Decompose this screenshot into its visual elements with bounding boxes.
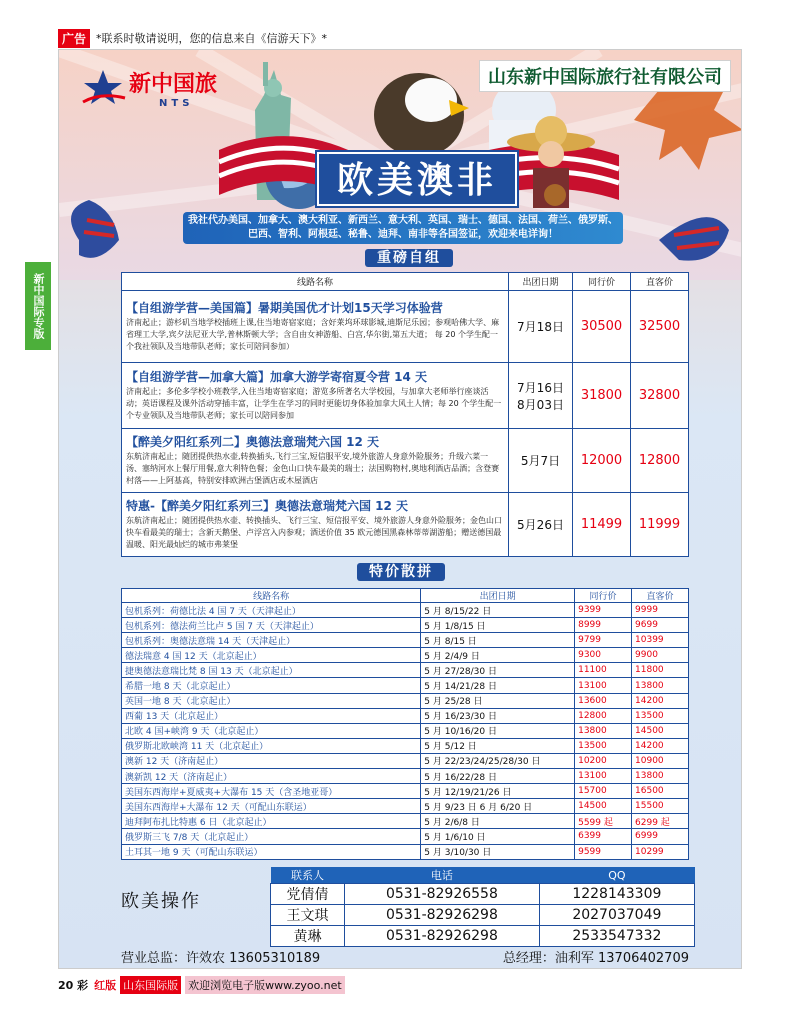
route-name: 希腊一地 8 天（北京起止） (122, 678, 421, 693)
departure-date: 5月26日 (509, 493, 573, 557)
departure-date: 5 月 8/15/22 日 (421, 603, 575, 618)
contact-phone: 0531-82926298 (345, 905, 540, 926)
table-header: 线路名称 (122, 589, 421, 603)
star-logo-icon (81, 64, 231, 110)
direct-price: 13800 (632, 769, 689, 784)
direct-price: 13800 (632, 678, 689, 693)
table-row (122, 429, 689, 493)
route-title: 特惠-【醉美夕阳红系列三】奥德法意瑞梵六国 12 天 (126, 499, 409, 513)
website-link[interactable]: 欢迎浏览电子版www.zyoo.net (185, 976, 345, 994)
edition-label: 红版 (94, 979, 117, 992)
direct-price: 11999 (631, 493, 689, 557)
peer-price: 10200 (575, 753, 632, 768)
route-name: 美国东西海岸+夏威夷+大瀑布 15 天（含圣地亚哥） (122, 784, 421, 799)
peer-price: 5599 起 (575, 814, 632, 829)
group-tours-table (121, 272, 689, 557)
page-footer (58, 976, 345, 994)
table-row (122, 769, 689, 784)
table-row (271, 926, 695, 947)
peer-price: 15700 (575, 784, 632, 799)
peer-price: 11100 (575, 663, 632, 678)
table-row (122, 753, 689, 768)
peer-price: 9599 (575, 844, 632, 859)
direct-price: 14200 (632, 738, 689, 753)
departure-date: 5 月 12/19/21/26 日 (421, 784, 575, 799)
peer-price: 13100 (575, 769, 632, 784)
direct-price: 10299 (632, 844, 689, 859)
route-name: 北欧 4 国+峡湾 9 天（北京起止） (122, 723, 421, 738)
contact-phone: 0531-82926298 (345, 926, 540, 947)
table-row (122, 363, 689, 429)
sales-director: 营业总监：许效农 13605310189 (121, 951, 321, 966)
departure-date: 5 月 8/15 日 (421, 633, 575, 648)
peer-price: 6399 (575, 829, 632, 844)
direct-price: 9900 (632, 648, 689, 663)
table-row (122, 291, 689, 363)
direct-price: 15500 (632, 799, 689, 814)
direct-price: 9999 (632, 603, 689, 618)
departure-date: 5 月 10/16/20 日 (421, 723, 575, 738)
route-desc: 济南起止；多伦多学校小班教学,入住当地寄宿家庭；游览多所著名大学校园，与加拿大老师举行座谈活动；英语课程及课外活动穿插丰富，让学生在学习的同时更能切身体验加拿大风土人情；每 20 个学生配一个专业领队及当地带队老师；家长可以陪同参加 (126, 387, 502, 420)
route-name: 捷奥德法意瑞比梵 8 国 13 天（北京起止） (122, 663, 421, 678)
page-number: 20 彩 (58, 979, 89, 992)
route-name: 西葡 13 天（北京起止） (122, 708, 421, 723)
peer-price: 9300 (575, 648, 632, 663)
logo-sub-text: NTS (159, 98, 194, 109)
table-header: 联系人 (271, 867, 345, 884)
table-header: 出团日期 (509, 273, 573, 291)
table-header: 线路名称 (122, 273, 509, 291)
contact-qq: 1228143309 (539, 884, 694, 905)
peer-price: 13500 (575, 738, 632, 753)
route-name: 包机系列：荷德比法 4 国 7 天（天津起止） (122, 603, 421, 618)
route-name: 英国一地 8 天（北京起止） (122, 693, 421, 708)
peer-price: 31800 (573, 363, 631, 429)
peer-price: 11499 (573, 493, 631, 557)
departure-date: 5 月 22/23/24/25/28/30 日 (421, 753, 575, 768)
route-name: 澳新凯 12 天（济南起止） (122, 769, 421, 784)
management-contacts (121, 947, 689, 966)
route-name: 俄罗斯三飞 7/8 天（北京起止） (122, 829, 421, 844)
route-desc: 济南起止；游杉矶当地学校插班上课,住当地寄宿家庭；含好莱坞环球影城,迪斯尼乐园；参观哈佛大学、麻省理工大学,宾夕法尼亚大学,普林斯顿大学；含自由女神游船、白宫,华尔街,第五大道； 每 20 个学生配一个我社领队及当地带队老师；家长可陪同参加） (126, 318, 500, 351)
direct-price: 6299 起 (632, 814, 689, 829)
contact-qq: 2027037049 (539, 905, 694, 926)
direct-price: 13500 (632, 708, 689, 723)
table-row (271, 884, 695, 905)
direct-price: 14500 (632, 723, 689, 738)
route-name: 土耳其一地 9 天（可配山东联运） (122, 844, 421, 859)
company-name: 山东新中国际旅行社有限公司 (479, 60, 731, 92)
intro-text: 我社代办美国、加拿大、澳大利亚、新西兰、意大利、英国、瑞士、德国、法国、荷兰、俄罗斯、巴西、智利、阿根廷、秘鲁、迪拜、南非等各国签证，欢迎来电详询！ (183, 212, 623, 244)
table-row (122, 799, 689, 814)
ad-bar (58, 28, 327, 48)
table-row (122, 829, 689, 844)
departure-date: 5 月 1/6/10 日 (421, 829, 575, 844)
departure-date: 5 月 5/12 日 (421, 738, 575, 753)
table-row (122, 814, 689, 829)
peer-price: 13100 (575, 678, 632, 693)
direct-price: 10900 (632, 753, 689, 768)
peer-price: 9399 (575, 603, 632, 618)
section-heading-special-offers: 特价散拼 (357, 563, 445, 581)
departure-date: 7月18日 (509, 291, 573, 363)
table-row (122, 493, 689, 557)
direct-price: 12800 (631, 429, 689, 493)
contact-name: 党倩倩 (271, 884, 345, 905)
peer-price: 12000 (573, 429, 631, 493)
direct-price: 6999 (632, 829, 689, 844)
ad-tag: 广告 (58, 29, 90, 48)
peer-price: 30500 (573, 291, 631, 363)
departure-date: 5月7日 (509, 429, 573, 493)
departure-date: 5 月 1/8/15 日 (421, 618, 575, 633)
table-row (122, 723, 689, 738)
peer-price: 8999 (575, 618, 632, 633)
table-header: 直客价 (632, 589, 689, 603)
general-manager: 总经理：油利军 13706402709 (502, 951, 689, 966)
hero-title: 欧美澳非 (317, 152, 517, 206)
direct-price: 14200 (632, 693, 689, 708)
route-name: 德法瑞意 4 国 12 天（北京起止） (122, 648, 421, 663)
table-header: 直客价 (631, 273, 689, 291)
route-name: 美国东西海岸+大瀑布 12 天（可配山东联运） (122, 799, 421, 814)
direct-price: 16500 (632, 784, 689, 799)
peer-price: 9799 (575, 633, 632, 648)
table-row (122, 648, 689, 663)
table-header: 同行价 (573, 273, 631, 291)
table-header: 出团日期 (421, 589, 575, 603)
departure-date: 5 月 27/28/30 日 (421, 663, 575, 678)
departure-date: 5 月 2/4/9 日 (421, 648, 575, 663)
section-heading-group-tours: 重磅自组 (365, 249, 453, 267)
departure-date: 5 月 16/22/28 日 (421, 769, 575, 784)
route-name: 澳新 12 天（济南起止） (122, 753, 421, 768)
direct-price: 9699 (632, 618, 689, 633)
departure-date: 5 月 9/23 日 6 月 6/20 日 (421, 799, 575, 814)
departure-date: 5 月 3/10/30 日 (421, 844, 575, 859)
direct-price: 10399 (632, 633, 689, 648)
table-row (122, 708, 689, 723)
operations-label: 欧美操作 (121, 891, 201, 912)
route-title: 【自组游学营—美国篇】暑期美国优才计划15天学习体验营 (126, 301, 443, 315)
table-row (122, 663, 689, 678)
table-row (122, 784, 689, 799)
special-offers-body (122, 603, 689, 860)
direct-price: 11800 (632, 663, 689, 678)
direct-price: 32800 (631, 363, 689, 429)
table-row (122, 844, 689, 859)
edition-tag: 山东国际版 (120, 976, 181, 994)
contact-name: 黄琳 (271, 926, 345, 947)
side-tab: 新中国际专版 (25, 262, 51, 350)
route-desc: 东航济南起止；随团提供热水壶、转换插头、飞行三宝、短信报平安、境外旅游人身意外险服务；金色山口快车看最美的瑞士；含新天鹅堡、卢浮宫入内参观；酒送价值 35 欧元德国黑森林蒂蒂湖游船；赠送德国最温暖、阳光最灿烂的城市弗莱堡 (126, 516, 502, 549)
route-name: 包机系列：德法荷兰比卢 5 国 7 天（天津起止） (122, 618, 421, 633)
table-row (122, 618, 689, 633)
table-row (122, 678, 689, 693)
ad-page (58, 49, 742, 969)
departure-date: 5 月 2/6/8 日 (421, 814, 575, 829)
peer-price: 12800 (575, 708, 632, 723)
table-header: 电话 (345, 867, 540, 884)
peer-price: 13800 (575, 723, 632, 738)
route-name: 迪拜阿布扎比特惠 6 日（北京起止） (122, 814, 421, 829)
departure-date: 5 月 25/28 日 (421, 693, 575, 708)
table-header: QQ (539, 867, 694, 884)
contact-name: 王文琪 (271, 905, 345, 926)
ad-note: *联系时敬请说明，您的信息来自《信游天下》* (96, 32, 328, 45)
contacts-table (270, 867, 695, 947)
table-row (122, 738, 689, 753)
direct-price: 32500 (631, 291, 689, 363)
route-name: 俄罗斯北欧峡湾 11 天（北京起止） (122, 738, 421, 753)
table-row (122, 633, 689, 648)
route-name: 包机系列：奥德法意瑞 14 天（天津起止） (122, 633, 421, 648)
peer-price: 13600 (575, 693, 632, 708)
special-offers-table (121, 588, 689, 860)
departure-date: 5 月 14/21/28 日 (421, 678, 575, 693)
table-header: 同行价 (575, 589, 632, 603)
departure-date: 7月16日 8月03日 (509, 363, 573, 429)
table-row (271, 905, 695, 926)
route-desc: 东航济南起止；随团提供热水壶,转换插头,飞行三宝,短信服平安,境外旅游人身意外险服务；升级六菜一汤、塞纳河水上餐厅用餐,意大利特色餐；金色山口快车最美的瑞士；法国购物村,奥地利酒店品酒；含登赛村落——上阿基高，特别安排欧洲古堡酒店或木屋酒店 (126, 452, 500, 485)
logo-brand-text: 新中国旅 (129, 72, 218, 97)
route-title: 【醉美夕阳红系列二】奥德法意瑞梵六国 12 天 (126, 435, 380, 449)
table-row (122, 693, 689, 708)
operations-contacts (115, 867, 695, 943)
contact-qq: 2533547332 (539, 926, 694, 947)
peer-price: 14500 (575, 799, 632, 814)
departure-date: 5 月 16/23/30 日 (421, 708, 575, 723)
brand-logo (81, 64, 231, 110)
route-title: 【自组游学营—加拿大篇】加拿大游学寄宿夏令营 14 天 (126, 370, 428, 384)
contact-phone: 0531-82926558 (345, 884, 540, 905)
table-row (122, 603, 689, 618)
